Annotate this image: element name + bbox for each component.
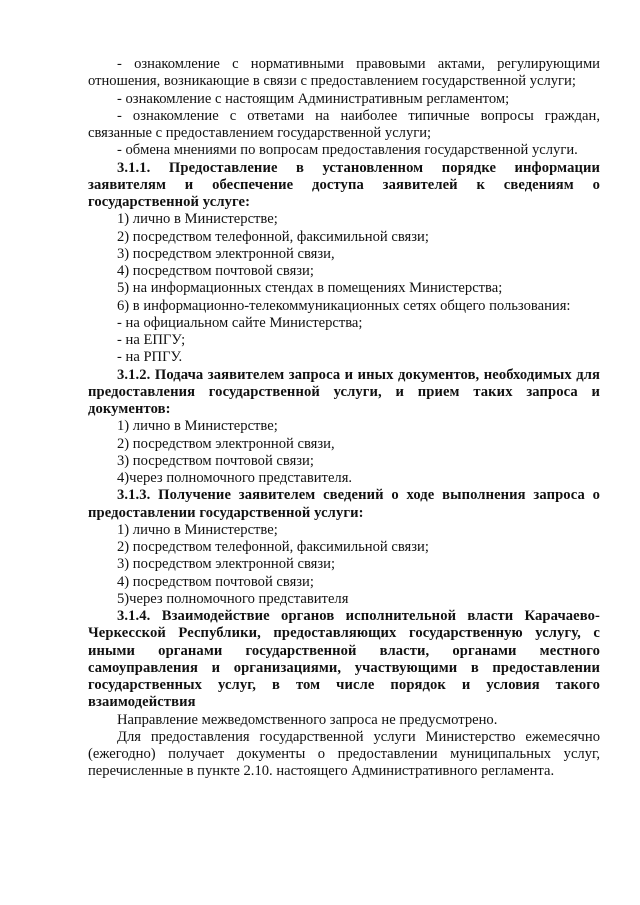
intro-item: - ознакомление с нормативными правовыми актами, регулирующими отношения, возникающие в связи с предоставлением государственной услуги; bbox=[88, 56, 600, 90]
list-item: 4) посредством почтовой связи; bbox=[117, 263, 314, 279]
list-item: - на РПГУ. bbox=[117, 349, 183, 366]
section-heading-3-1-3: 3.1.3. Получение заявителем сведений о ходе выполнения запроса о предоставлении государственной услуги: bbox=[88, 487, 600, 521]
list-item: 5)через полномочного представителя bbox=[117, 590, 349, 607]
list-item: 5) на информационных стендах в помещениях Министерства; bbox=[117, 280, 503, 297]
list-item: 4)через полномочного представителя. bbox=[117, 470, 353, 486]
section-heading-3-1-2: 3.1.2. Подача заявителем запроса и иных документов, необходимых для предоставления государственной услуги, и прием таких запроса и документов: bbox=[88, 366, 600, 417]
document-page bbox=[88, 56, 600, 781]
list-item: 6) в информационно-телекоммуникационных сетях общего пользования: bbox=[117, 297, 571, 314]
list-item: - на официальном сайте Министерства; bbox=[117, 314, 363, 331]
list-item: 3) посредством почтовой связи; bbox=[117, 452, 314, 469]
list-item: 1) лично в Министерстве; bbox=[117, 521, 278, 538]
list-item: 2) посредством телефонной, факсимильной связи; bbox=[117, 539, 429, 555]
list-item: 3) посредством электронной связи, bbox=[117, 245, 335, 262]
list-item: - на ЕПГУ; bbox=[117, 332, 186, 348]
list-item: 2) посредством электронной связи, bbox=[117, 435, 335, 452]
section-heading-3-1-4: 3.1.4. Взаимодействие органов исполнительной власти Карачаево-Черкесской Республики, предоставляющих государственную услугу, с иными органами государственной власти, органами местного самоуправления и организациями, участвующими в предоставлении государственных услуг, в том числе порядок и условия такого взаимодействия bbox=[88, 608, 600, 711]
list-item: 1) лично в Министерстве; bbox=[117, 211, 278, 228]
section-heading-3-1-1: 3.1.1. Предоставление в установленном порядке информации заявителям и обеспечение доступа заявителей к сведениям о государственной услуге: bbox=[88, 159, 600, 210]
intro-item: - ознакомление с настоящим Административным регламентом; bbox=[117, 90, 510, 107]
body-paragraph: Для предоставления государственной услуги Министерство ежемесячно (ежегодно) получает документы о предоставлении муниципальных услуг, перечисленные в пункте 2.10. настоящего Административного регламента. bbox=[88, 728, 600, 780]
intro-item: - ознакомление с ответами на наиболее типичные вопросы граждан, связанные с предоставлением государственной услуги; bbox=[88, 107, 600, 141]
intro-item: - обмена мнениями по вопросам предоставления государственной услуги. bbox=[117, 142, 578, 159]
list-item: 2) посредством телефонной, факсимильной связи; bbox=[117, 228, 429, 245]
list-item: 1) лично в Министерстве; bbox=[117, 418, 278, 435]
list-item: 4) посредством почтовой связи; bbox=[117, 573, 314, 590]
body-paragraph: Направление межведомственного запроса не предусмотрено. bbox=[117, 711, 498, 728]
list-item: 3) посредством электронной связи; bbox=[117, 556, 336, 573]
